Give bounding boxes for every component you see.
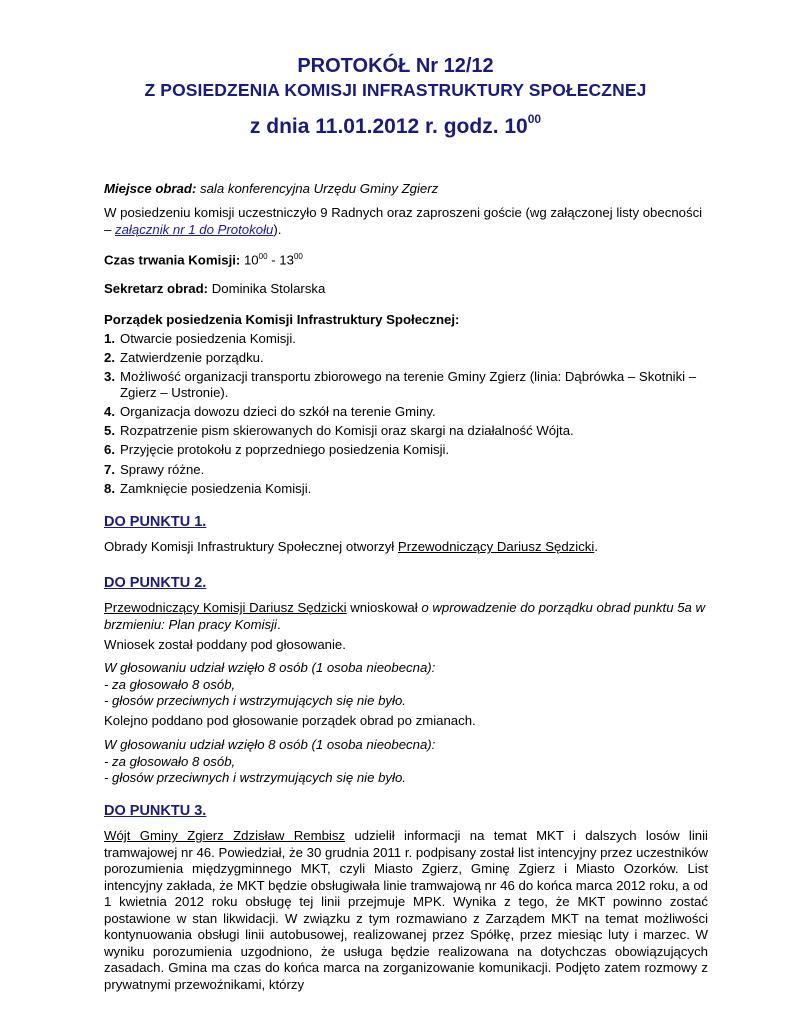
- chairman-name: Przewodniczący Dariusz Sędzicki: [397, 539, 595, 554]
- attendance-paragraph: W posiedzeniu komisji uczestniczyło 9 Radnych oraz zaproszeni goście (wg załączonej listy obecności – załącznik nr 1 do Protokołu).: [104, 205, 703, 237]
- chairman-name: Przewodniczący Komisji Dariusz Sędzicki: [104, 600, 347, 615]
- point-1-text: Obrady Komisji Infrastruktury Społecznej otworzył Przewodniczący Dariusz Sędzicki.: [104, 539, 598, 554]
- point-2-vote-result-1: W głosowaniu udział wzięło 8 osób (1 osoba nieobecna): - za głosowało 8 osób, - głosów przeciwnych i wstrzymujących się nie było.: [104, 660, 436, 708]
- agenda-item: 2. Zatwierdzenie porządku.: [104, 349, 264, 365]
- agenda-item: 8. Zamknięcie posiedzenia Komisji.: [104, 480, 312, 496]
- point-3-text: Wójt Gminy Zgierz Zdzisław Rembisz udzielił informacji na temat MKT i dalszych losów linii tramwajowej nr 46. Powiedział, że 30 grudnia 2011 r. podpisany został list intencyjny przez uczestników porozumienia międzygminnego MKT, czyli Miasto Zgierz, Gminę Zgierz i Miasto Ozorków. List intencyjny zakłada, że MKT będzie obsługiwała linie tramwajową nr 46 do końca marca 2012 roku, a od 1 kwietnia 2012 roku obsługę tej linii przejmuje MPK. Wynika z tego, że MKT powinno zostać postawione w stan likwidacji. W związku z tym rozmawiano z Zarządem MKT na temat możliwości kontynuowania obsługi linii autobusowej, realizowanej przez Spółkę, przez miesiąc luty i marzec. W wyniku porozumienia uzgodniono, że usługa będzie realizowana na dotychczas obowiązujących zasadach. Gmina ma czas do końca marca na zorganizowanie komunikacji. Podjęto zatem rozmowy z prywatnymi przewoźnikami, którzy: [104, 828, 708, 992]
- agenda-item: 3. Możliwość organizacji transportu zbiorowego na terenie Gminy Zgierz (linia: Dąbrówka – Skotniki – Zgierz – Ustronie).: [104, 368, 697, 401]
- meeting-secretary: Sekretarz obrad: Dominika Stolarska: [104, 281, 326, 296]
- agenda-item: 7. Sprawy różne.: [104, 461, 205, 477]
- protocol-number-title: PROTOKÓŁ Nr 12/12: [297, 55, 494, 77]
- agenda-item: 1. Otwarcie posiedzenia Komisji.: [104, 330, 296, 346]
- meeting-duration: Czas trwania Komisji: $10^{00} - 13^{00}$: [104, 252, 303, 268]
- point-2-motion: Przewodniczący Komisji Dariusz Sędzicki wnioskował o wprowadzenie do porządku obrad punktu 5a w brzmieniu: Plan pracy Komisji.: [104, 600, 706, 632]
- agenda-list: [104, 331, 708, 498]
- point-2-vote-intro: Wniosek został poddany pod głosowanie.: [104, 637, 346, 652]
- point-3-heading: DO PUNKTU 3.: [104, 803, 207, 819]
- point-1-heading: DO PUNKTU 1.: [104, 514, 207, 530]
- meeting-place: Miejsce obrad: sala konferencyjna Urzędu Gminy Zgierz: [104, 181, 439, 196]
- attachment-link[interactable]: załącznik nr 1 do Protokołu: [115, 221, 274, 237]
- point-2-vote-result-2: W głosowaniu udział wzięło 8 osób (1 osoba nieobecna): - za głosowało 8 osób, - głosów przeciwnych i wstrzymujących się nie było.: [104, 737, 436, 785]
- agenda-title: Porządek posiedzenia Komisji Infrastruktury Społecznej:: [104, 312, 460, 327]
- agenda-section: [104, 312, 708, 500]
- agenda-item: 5. Rozpatrzenie pism skierowanych do Komisji oraz skargi na działalność Wójta.: [104, 423, 574, 439]
- date-title: z dnia 11.01.2012 r. godz. $10^{00}$: [249, 112, 542, 138]
- agenda-item: 6. Przyjęcie protokołu z poprzedniego posiedzenia Komisji.: [104, 442, 450, 458]
- agenda-item: 4. Organizacja dowozu dzieci do szkół na terenie Gminy.: [104, 404, 436, 420]
- point-2-heading: DO PUNKTU 2.: [104, 575, 207, 591]
- mayor-name: Wójt Gminy Zgierz Zdzisław Rembisz: [104, 828, 346, 843]
- commission-title: Z POSIEDZENIA KOMISJI INFRASTRUKTURY SPOŁECZNEJ: [144, 80, 647, 100]
- point-2-agenda-vote: Kolejno poddano pod głosowanie porządek obrad po zmianach.: [104, 713, 476, 728]
